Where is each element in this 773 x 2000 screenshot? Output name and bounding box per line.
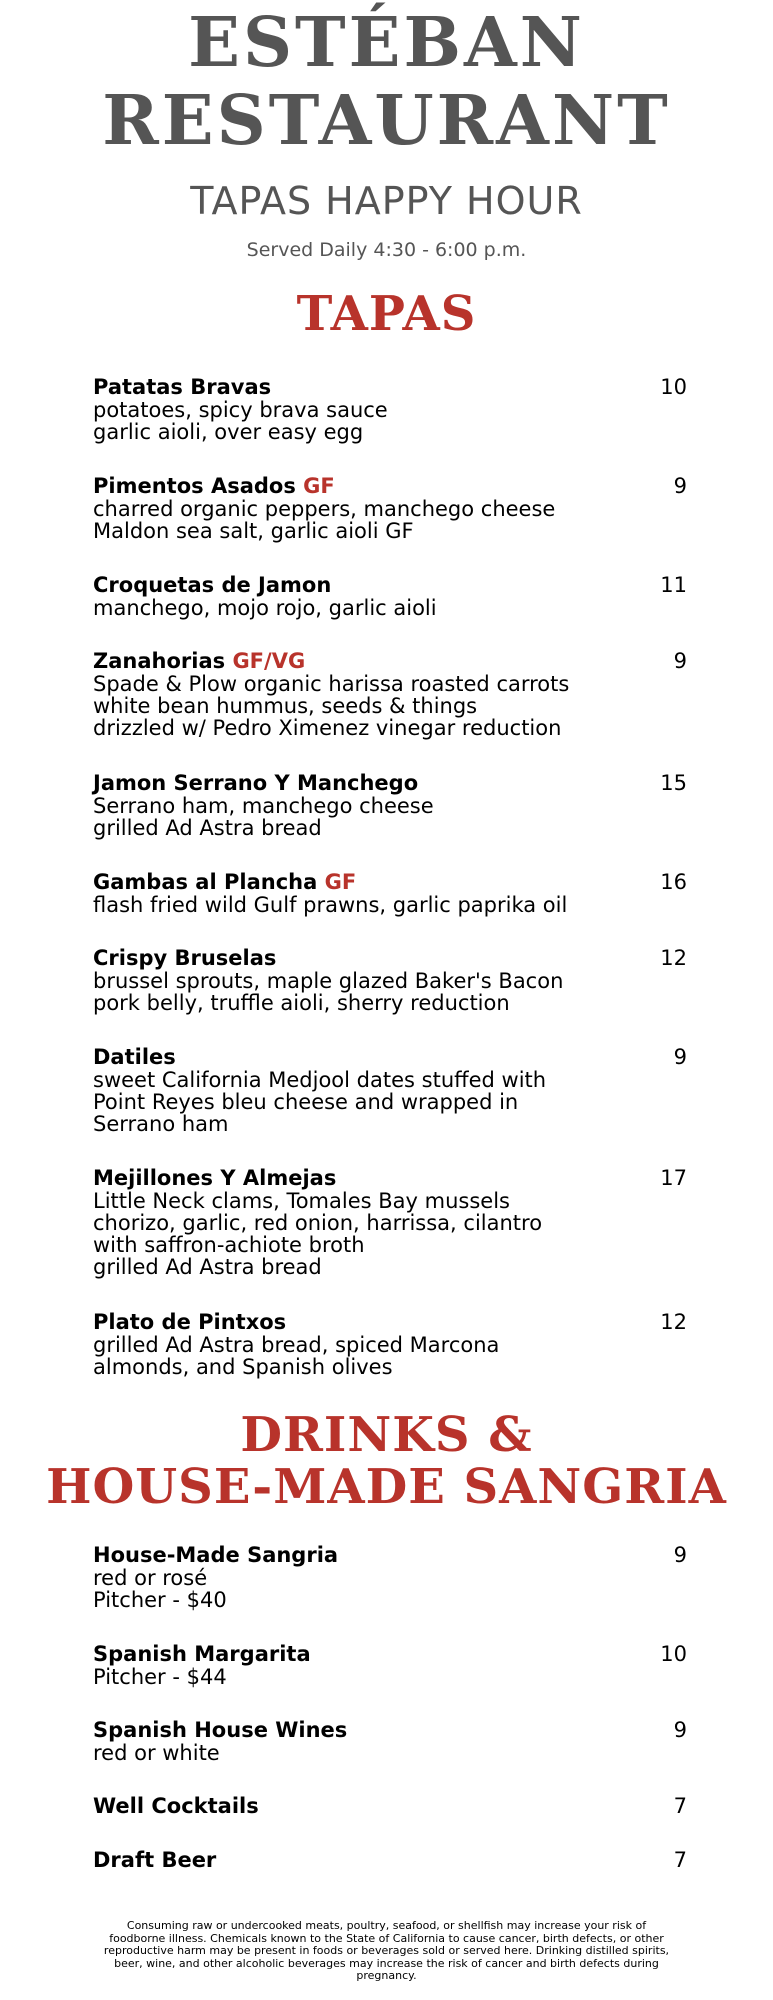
- item-price: 9: [673, 1718, 687, 1742]
- item-desc-line: white bean hummus, seeds & things: [93, 694, 478, 718]
- item-name: Patatas Bravas: [93, 375, 272, 399]
- item-name: Spanish House Wines: [93, 1718, 348, 1742]
- item-price: 9: [673, 649, 687, 673]
- item-name: House-Made Sangria: [93, 1543, 339, 1567]
- served-hours: Served Daily 4:30 - 6:00 p.m.: [246, 239, 527, 261]
- menu-item: [93, 947, 687, 1014]
- tapas-heading: TAPAS: [296, 286, 477, 342]
- item-desc-line: potatoes, spicy brava sauce: [93, 398, 388, 422]
- item-desc-line: with saffron-achiote broth: [93, 1233, 365, 1257]
- item-desc-line: Serrano ham, manchego cheese: [93, 794, 434, 818]
- item-desc-line: Spade & Plow organic harissa roasted carrots: [93, 672, 570, 696]
- item-price: 9: [673, 474, 687, 498]
- item-price: 9: [673, 1045, 687, 1069]
- item-name: Crispy Bruselas: [93, 946, 277, 970]
- menu-item: [93, 1643, 687, 1688]
- menu-item: [93, 871, 687, 916]
- menu-item: [93, 772, 687, 839]
- item-desc-line: Serrano ham: [93, 1112, 229, 1136]
- item-name: Draft Beer: [93, 1848, 217, 1872]
- menu-item: [93, 650, 687, 739]
- menu-item: [93, 1167, 687, 1278]
- item-price: 16: [660, 870, 687, 894]
- item-price: 12: [660, 946, 687, 970]
- item-desc-line: manchego, mojo rojo, garlic aioli: [93, 596, 437, 620]
- item-desc-line: pork belly, truffle aioli, sherry reduction: [93, 991, 510, 1015]
- menu-item: [93, 1849, 687, 1872]
- menu-item: [93, 574, 687, 619]
- item-desc-line: drizzled w/ Pedro Ximenez vinegar reduction: [93, 716, 562, 740]
- restaurant-name-line2: RESTAURANT: [102, 81, 671, 161]
- item-price: 7: [673, 1794, 687, 1818]
- item-desc-line: grilled Ad Astra bread, spiced Marcona: [93, 1333, 500, 1357]
- item-desc-line: charred organic peppers, manchego cheese: [93, 497, 556, 521]
- item-desc-line: chorizo, garlic, red onion, harrissa, cilantro: [93, 1211, 543, 1235]
- item-desc-line: flash fried wild Gulf prawns, garlic paprika oil: [93, 893, 568, 917]
- diet-tag: GF/VG: [232, 649, 306, 673]
- menu-item: [93, 1311, 687, 1378]
- item-name: Plato de Pintxos: [93, 1310, 287, 1334]
- drinks-heading-line1: DRINKS &: [240, 1407, 533, 1463]
- item-desc-line: garlic aioli, over easy egg: [93, 420, 364, 444]
- item-name: Well Cocktails: [93, 1794, 259, 1818]
- item-desc-line: red or white: [93, 1741, 220, 1765]
- menu-item: [93, 475, 687, 542]
- item-price: 7: [673, 1848, 687, 1872]
- item-name: Gambas al Plancha GF: [93, 870, 357, 894]
- item-price: 15: [660, 771, 687, 795]
- item-desc-line: sweet California Medjool dates stuffed with: [93, 1068, 547, 1092]
- item-desc-line: Pitcher - $40: [93, 1588, 227, 1612]
- drinks-heading-line2: HOUSE-MADE SANGRIA: [46, 1459, 727, 1515]
- item-name: Zanahorias GF/VG: [93, 649, 306, 673]
- item-desc-line: grilled Ad Astra bread: [93, 1255, 322, 1279]
- item-price: 10: [660, 375, 687, 399]
- item-desc-line: Maldon sea salt, garlic aioli GF: [93, 519, 414, 543]
- restaurant-name-line1: ESTÉBAN: [188, 3, 585, 83]
- item-desc-line: brussel sprouts, maple glazed Baker's Bacon: [93, 969, 564, 993]
- item-price: 11: [660, 573, 687, 597]
- diet-tag: GF: [303, 474, 335, 498]
- item-name: Datiles: [93, 1045, 176, 1069]
- item-price: 12: [660, 1310, 687, 1334]
- item-desc-line: Pitcher - $44: [93, 1665, 227, 1689]
- diet-tag: GF: [324, 870, 357, 894]
- item-desc-line: grilled Ad Astra bread: [93, 816, 322, 840]
- item-name: Pimentos Asados GF: [93, 474, 335, 498]
- health-disclaimer: Consuming raw or undercooked meats, poultry, seafood, or shellfish may increase your risk of foodborne illness. Chemicals known to the State of California to cause cancer, birth defects, or other reproductive harm may be present in foods or beverages sold or served here. Drinking distilled spirits, beer, wine, and other alcoholic beverages may increase the risk of cancer and birth defects during pregnancy.: [103, 1919, 670, 1982]
- item-desc-line: almonds, and Spanish olives: [93, 1355, 393, 1379]
- menu-item: [93, 1544, 687, 1611]
- menu-item: [93, 376, 687, 443]
- item-name: Spanish Margarita: [93, 1642, 311, 1666]
- item-name: Mejillones Y Almejas: [93, 1166, 337, 1190]
- item-name: Croquetas de Jamon: [93, 573, 332, 597]
- item-name: Jamon Serrano Y Manchego: [93, 771, 419, 795]
- item-price: 10: [660, 1642, 687, 1666]
- menu-item: [93, 1719, 687, 1764]
- item-price: 17: [660, 1166, 687, 1190]
- item-desc-line: red or rosé: [93, 1566, 208, 1590]
- menu-item: [93, 1046, 687, 1135]
- item-desc-line: Little Neck clams, Tomales Bay mussels: [93, 1189, 510, 1213]
- menu-subtitle: TAPAS HAPPY HOUR: [190, 179, 583, 223]
- menu-item: [93, 1795, 687, 1818]
- item-price: 9: [673, 1543, 687, 1567]
- item-desc-line: Point Reyes bleu cheese and wrapped in: [93, 1090, 519, 1114]
